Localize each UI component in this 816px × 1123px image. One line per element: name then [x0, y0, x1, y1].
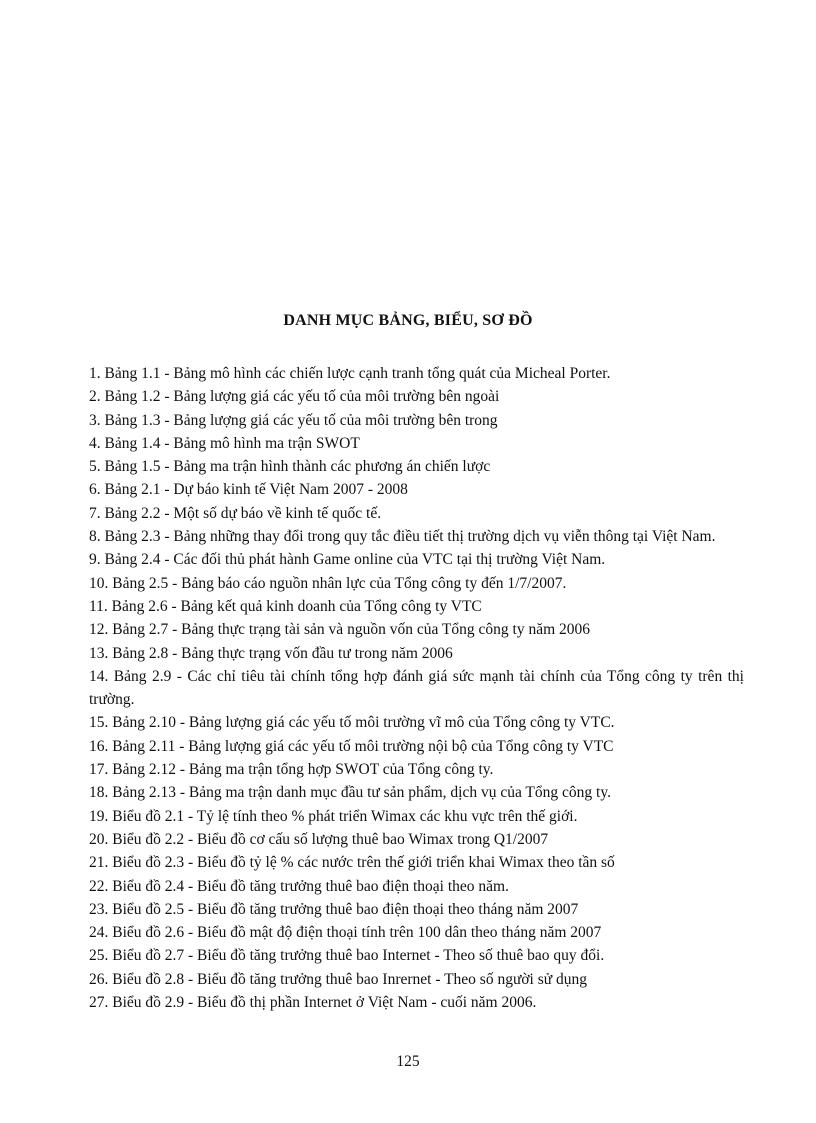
- list-item: 14. Bảng 2.9 - Các chỉ tiêu tài chính tổng hợp đánh giá sức mạnh tài chính của Tổng công ty trên thị trường.: [89, 667, 744, 709]
- list-item: 13. Bảng 2.8 - Bảng thực trạng vốn đầu tư trong năm 2006: [89, 644, 453, 662]
- list-item: 17. Bảng 2.12 - Bảng ma trận tổng hợp SWOT của Tổng công ty.: [89, 761, 494, 779]
- list-item: 23. Biểu đồ 2.5 - Biểu đồ tăng trưởng thuê bao điện thoại theo tháng năm 2007: [89, 900, 579, 918]
- list-item: 16. Bảng 2.11 - Bảng lượng giá các yếu tố môi trường nội bộ của Tổng công ty VTC: [89, 737, 614, 755]
- list-item: 6. Bảng 2.1 - Dự báo kinh tế Việt Nam 2007 - 2008: [89, 481, 408, 499]
- list-item: 20. Biểu đồ 2.2 - Biểu đồ cơ cấu số lượng thuê bao Wimax trong Q1/2007: [89, 830, 549, 848]
- list-item: 8. Bảng 2.3 - Bảng những thay đổi trong quy tắc điều tiết thị trường dịch vụ viễn thông tại Việt Nam.: [89, 528, 716, 546]
- list-item: 7. Bảng 2.2 - Một số dự báo về kinh tế quốc tế.: [89, 504, 382, 522]
- list-item: 2. Bảng 1.2 - Bảng lượng giá các yếu tố của môi trường bên ngoài: [89, 388, 500, 406]
- list-item: 1. Bảng 1.1 - Bảng mô hình các chiến lược cạnh tranh tổng quát của Micheal Porter.: [89, 365, 611, 382]
- page-number: 125: [396, 1053, 420, 1070]
- list-item: 22. Biểu đồ 2.4 - Biểu đồ tăng trưởng thuê bao điện thoại theo năm.: [89, 877, 509, 895]
- list-item: 26. Biểu đồ 2.8 - Biểu đồ tăng trưởng thuê bao Inrernet - Theo số người sử dụng: [89, 970, 588, 988]
- list-item: 12. Bảng 2.7 - Bảng thực trạng tài sản và nguồn vốn của Tổng công ty năm 2006: [89, 621, 591, 639]
- list-item: 25. Biểu đồ 2.7 - Biểu đồ tăng trưởng thuê bao Internet - Theo số thuê bao quy đổi.: [89, 947, 605, 965]
- list-item: 3. Bảng 1.3 - Bảng lượng giá các yếu tố của môi trường bên trong: [89, 411, 498, 429]
- table-of-figures-list: [89, 362, 744, 1014]
- list-item: 10. Bảng 2.5 - Bảng báo cáo nguồn nhân lực của Tổng công ty đến 1/7/2007.: [89, 574, 567, 592]
- page-title: DANH MỤC BẢNG, BIỂU, SƠ ĐỒ: [283, 312, 533, 329]
- list-item: 21. Biểu đồ 2.3 - Biểu đồ tỷ lệ % các nước trên thế giới triển khai Wimax theo tần số: [89, 854, 615, 872]
- list-item: 19. Biểu đồ 2.1 - Tỷ lệ tính theo % phát triển Wimax các khu vực trên thế giới.: [89, 807, 578, 825]
- list-item: 15. Bảng 2.10 - Bảng lượng giá các yếu tố môi trường vĩ mô của Tổng công ty VTC.: [89, 714, 615, 732]
- list-item: 11. Bảng 2.6 - Bảng kết quả kinh doanh của Tổng công ty VTC: [89, 597, 482, 615]
- list-item: 18. Bảng 2.13 - Bảng ma trận danh mục đầu tư sản phẩm, dịch vụ của Tổng công ty.: [89, 784, 611, 802]
- list-item: 27. Biểu đồ 2.9 - Biểu đồ thị phần Internet ở Việt Nam - cuối năm 2006.: [89, 994, 537, 1012]
- list-item: 4. Bảng 1.4 - Bảng mô hình ma trận SWOT: [89, 434, 360, 452]
- list-item: 24. Biểu đồ 2.6 - Biểu đồ mật độ điện thoại tính trên 100 dân theo tháng năm 2007: [89, 924, 602, 942]
- list-item: 5. Bảng 1.5 - Bảng ma trận hình thành các phương án chiến lược: [89, 458, 491, 476]
- list-item: 9. Bảng 2.4 - Các đối thủ phát hành Game online của VTC tại thị trường Việt Nam.: [89, 551, 606, 569]
